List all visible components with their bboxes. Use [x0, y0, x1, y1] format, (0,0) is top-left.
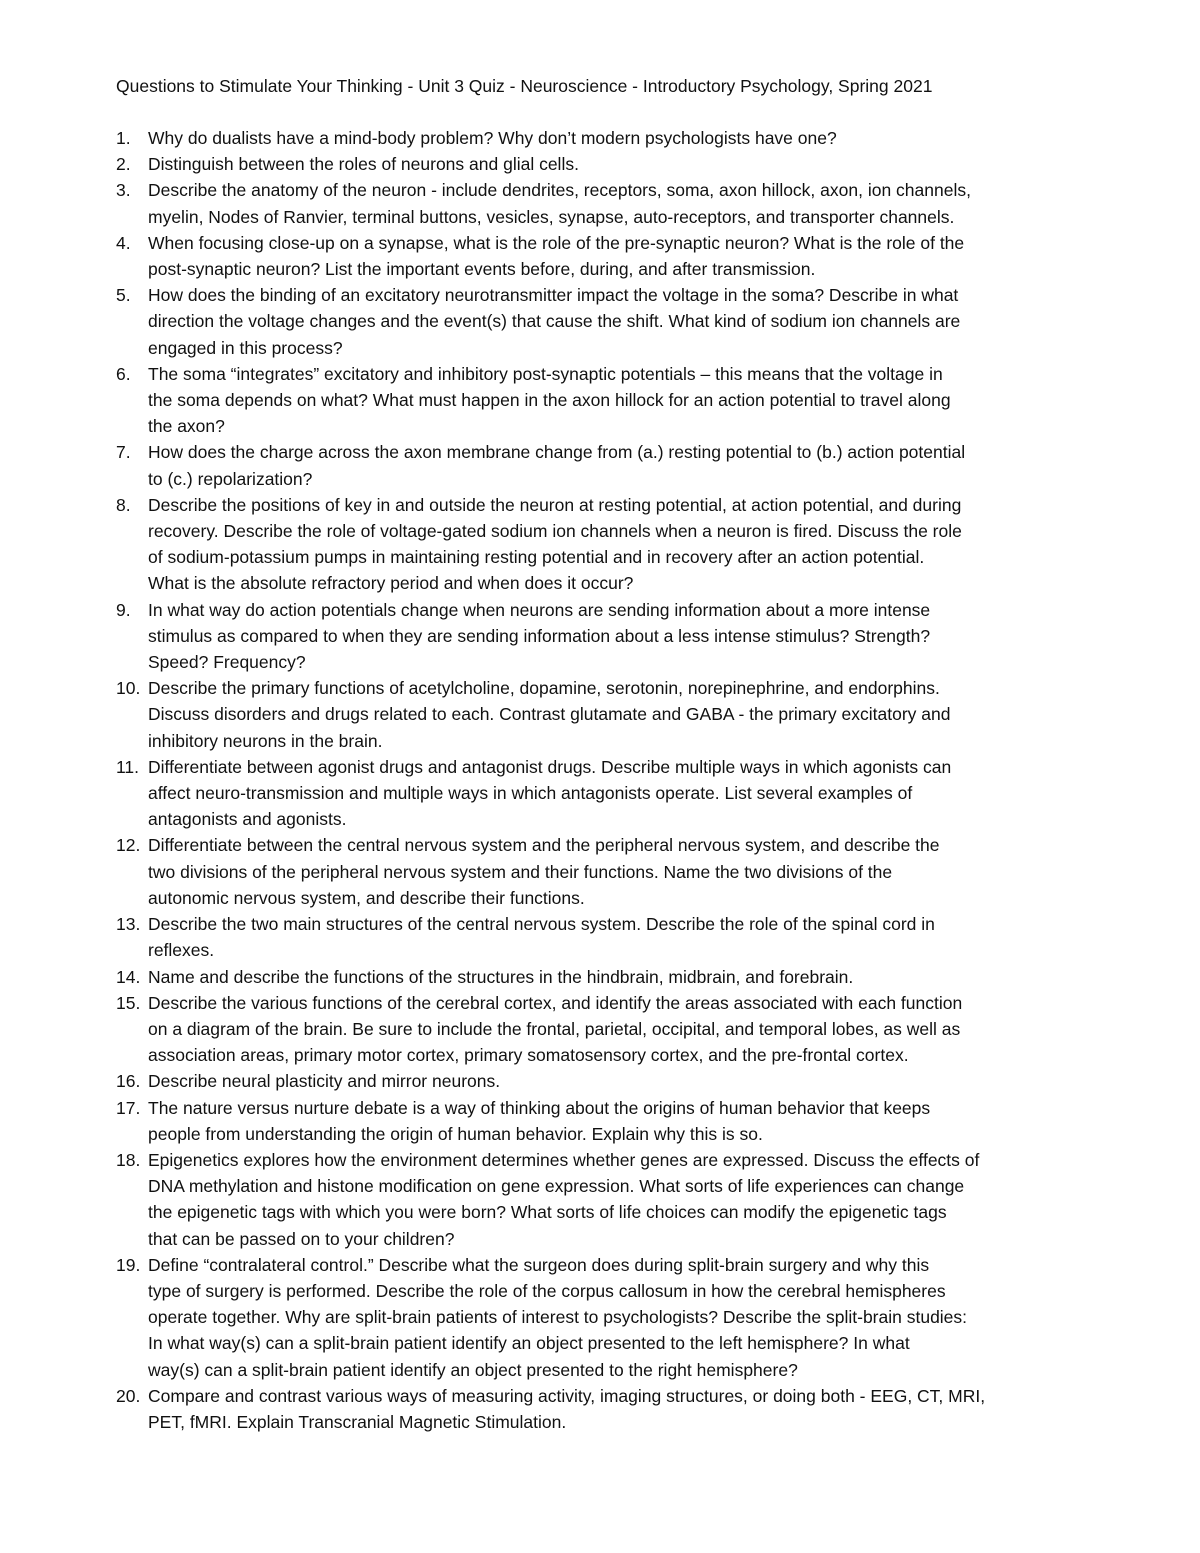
- question-text-line: affect neuro-transmission and multiple ways in which antagonists operate. List several examples of: [148, 783, 913, 804]
- question-item: [116, 177, 1096, 229]
- question-text-line: operate together. Why are split-brain patients of interest to psychologists? Describe the split-brain studies:: [148, 1307, 968, 1328]
- question-text-line: post-synaptic neuron? List the important events before, during, and after transmission.: [148, 259, 816, 280]
- question-text-line: Discuss disorders and drugs related to each. Contrast glutamate and GABA - the primary excitatory and: [148, 704, 951, 725]
- question-text-line: on a diagram of the brain. Be sure to include the frontal, parietal, occipital, and temporal lobes, as well as: [148, 1018, 961, 1039]
- question-text-line: to (c.) repolarization?: [148, 468, 313, 489]
- question-text-line: reflexes.: [148, 940, 215, 961]
- question-text-line: of sodium-potassium pumps in maintaining resting potential and in recovery after an action potential.: [148, 547, 925, 568]
- question-text-line: What is the absolute refractory period and when does it occur?: [148, 573, 634, 594]
- question-text-line: antagonists and agonists.: [148, 809, 347, 830]
- question-text-line: Speed? Frequency?: [148, 652, 306, 673]
- question-text-line: PET, fMRI. Explain Transcranial Magnetic Stimulation.: [148, 1411, 567, 1432]
- question-text-line: How does the binding of an excitatory neurotransmitter impact the voltage in the soma? Describe in what: [148, 285, 959, 306]
- question-text-line: way(s) can a split-brain patient identify an object presented to the right hemisphere?: [148, 1359, 798, 1380]
- question-item: [116, 125, 1096, 151]
- question-item: [116, 597, 1096, 676]
- question-item: [116, 964, 1096, 990]
- question-text-line: direction the voltage changes and the event(s) that cause the shift. What kind of sodium ion channels are: [148, 311, 961, 332]
- question-number: 13.: [116, 914, 141, 935]
- question-list: [116, 125, 1096, 1435]
- question-text-line: Describe the positions of key in and outside the neuron at resting potential, at action potential, and during: [148, 494, 962, 515]
- question-item: [116, 1252, 1096, 1383]
- question-text-line: Distinguish between the roles of neurons and glial cells.: [148, 154, 579, 175]
- question-text-line: Describe the primary functions of acetylcholine, dopamine, serotonin, norepinephrine, and endorphins.: [148, 678, 940, 699]
- question-text-line: Why do dualists have a mind-body problem? Why don’t modern psychologists have one?: [148, 128, 837, 148]
- question-text-line: inhibitory neurons in the brain.: [148, 730, 383, 751]
- question-text-line: Define “contralateral control.” Describe what the surgeon does during split-brain surgery and why this: [148, 1254, 930, 1275]
- question-item: [116, 492, 1096, 597]
- document-title: Questions to Stimulate Your Thinking - Unit 3 Quiz - Neuroscience - Introductory Psychology, Spring 2021: [116, 76, 933, 96]
- question-text-line: the soma depends on what? What must happen in the axon hillock for an action potential to travel along: [148, 390, 951, 411]
- question-text-line: myelin, Nodes of Ranvier, terminal buttons, vesicles, synapse, auto-receptors, and transporter channels.: [148, 206, 955, 227]
- question-item: [116, 230, 1096, 282]
- question-item: [116, 361, 1096, 440]
- question-item: [116, 282, 1096, 361]
- question-item: [116, 832, 1096, 911]
- question-text-line: that can be passed on to your children?: [148, 1228, 455, 1249]
- question-text-line: DNA methylation and histone modification on gene expression. What sorts of life experiences can change: [148, 1176, 965, 1197]
- question-number: 16.: [116, 1071, 141, 1092]
- question-text-line: the epigenetic tags with which you were born? What sorts of life choices can modify the epigenetic tags: [148, 1202, 947, 1223]
- question-number: 14.: [116, 966, 141, 987]
- question-text-line: Epigenetics explores how the environment determines whether genes are expressed. Discuss the effects of: [148, 1149, 980, 1170]
- question-text-line: The soma “integrates” excitatory and inhibitory post-synaptic potentials – this means that the voltage in: [148, 363, 943, 384]
- question-number: 8.: [116, 494, 131, 515]
- question-number: 19.: [116, 1254, 141, 1275]
- question-text-line: In what way(s) can a split-brain patient identify an object presented to the left hemisphere? In what: [148, 1333, 910, 1354]
- question-text-line: engaged in this process?: [148, 337, 343, 358]
- question-text-line: association areas, primary motor cortex, primary somatosensory cortex, and the pre-frontal cortex.: [148, 1045, 909, 1066]
- question-text-line: Describe neural plasticity and mirror neurons.: [148, 1071, 501, 1092]
- question-text-line: recovery. Describe the role of voltage-gated sodium ion channels when a neuron is fired. Discuss the role: [148, 521, 962, 542]
- question-number: 2.: [116, 154, 131, 175]
- question-text-line: In what way do action potentials change when neurons are sending information about a more intense: [148, 599, 931, 620]
- question-text-line: the axon?: [148, 416, 225, 437]
- question-number: 4.: [116, 232, 131, 253]
- question-text-line: Name and describe the functions of the structures in the hindbrain, midbrain, and forebrain.: [148, 966, 854, 987]
- question-text-line: autonomic nervous system, and describe their functions.: [148, 887, 585, 908]
- question-item: [116, 1383, 1096, 1435]
- question-item: [116, 911, 1096, 963]
- question-text-line: Describe the anatomy of the neuron - include dendrites, receptors, soma, axon hillock, axon, ion channels,: [148, 180, 971, 201]
- question-text-line: How does the charge across the axon membrane change from (a.) resting potential to (b.) action potential: [148, 442, 966, 463]
- question-text-line: Differentiate between the central nervous system and the peripheral nervous system, and describe the: [148, 835, 940, 856]
- question-number: 18.: [116, 1149, 141, 1170]
- question-number: 20.: [116, 1385, 141, 1406]
- question-number: 12.: [116, 835, 141, 856]
- question-number: 15.: [116, 992, 141, 1013]
- question-number: 7.: [116, 442, 131, 463]
- question-text-line: The nature versus nurture debate is a way of thinking about the origins of human behavior that keeps: [148, 1097, 931, 1118]
- question-number: 5.: [116, 285, 131, 306]
- question-text-line: people from understanding the origin of human behavior. Explain why this is so.: [148, 1123, 763, 1144]
- question-item: [116, 151, 1096, 177]
- question-item: [116, 1147, 1096, 1252]
- question-text-line: type of surgery is performed. Describe the role of the corpus callosum in how the cerebral hemispheres: [148, 1280, 946, 1301]
- question-item: [116, 754, 1096, 833]
- question-item: [116, 1095, 1096, 1147]
- question-item: [116, 675, 1096, 754]
- question-text-line: two divisions of the peripheral nervous system and their functions. Name the two divisions of the: [148, 861, 893, 882]
- question-number: 3.: [116, 180, 131, 201]
- question-number: 1.: [116, 128, 131, 148]
- question-text-line: Describe the two main structures of the central nervous system. Describe the role of the spinal cord in: [148, 914, 935, 935]
- question-item: [116, 1068, 1096, 1094]
- question-text-line: Describe the various functions of the cerebral cortex, and identify the areas associated with each function: [148, 992, 963, 1013]
- question-text-line: When focusing close-up on a synapse, what is the role of the pre-synaptic neuron? What is the role of the: [148, 232, 965, 253]
- question-item: [116, 439, 1096, 491]
- question-text-line: Compare and contrast various ways of measuring activity, imaging structures, or doing both - EEG, CT, MRI,: [148, 1385, 986, 1406]
- question-number: 6.: [116, 363, 131, 384]
- question-number: 17.: [116, 1097, 141, 1118]
- question-number: 10.: [116, 678, 141, 699]
- question-text-line: stimulus as compared to when they are sending information about a less intense stimulus? Strength?: [148, 625, 931, 646]
- question-text-line: Differentiate between agonist drugs and antagonist drugs. Describe multiple ways in which agonists can: [148, 756, 952, 777]
- question-item: [116, 990, 1096, 1069]
- question-number: 11.: [116, 756, 140, 777]
- question-number: 9.: [116, 599, 131, 620]
